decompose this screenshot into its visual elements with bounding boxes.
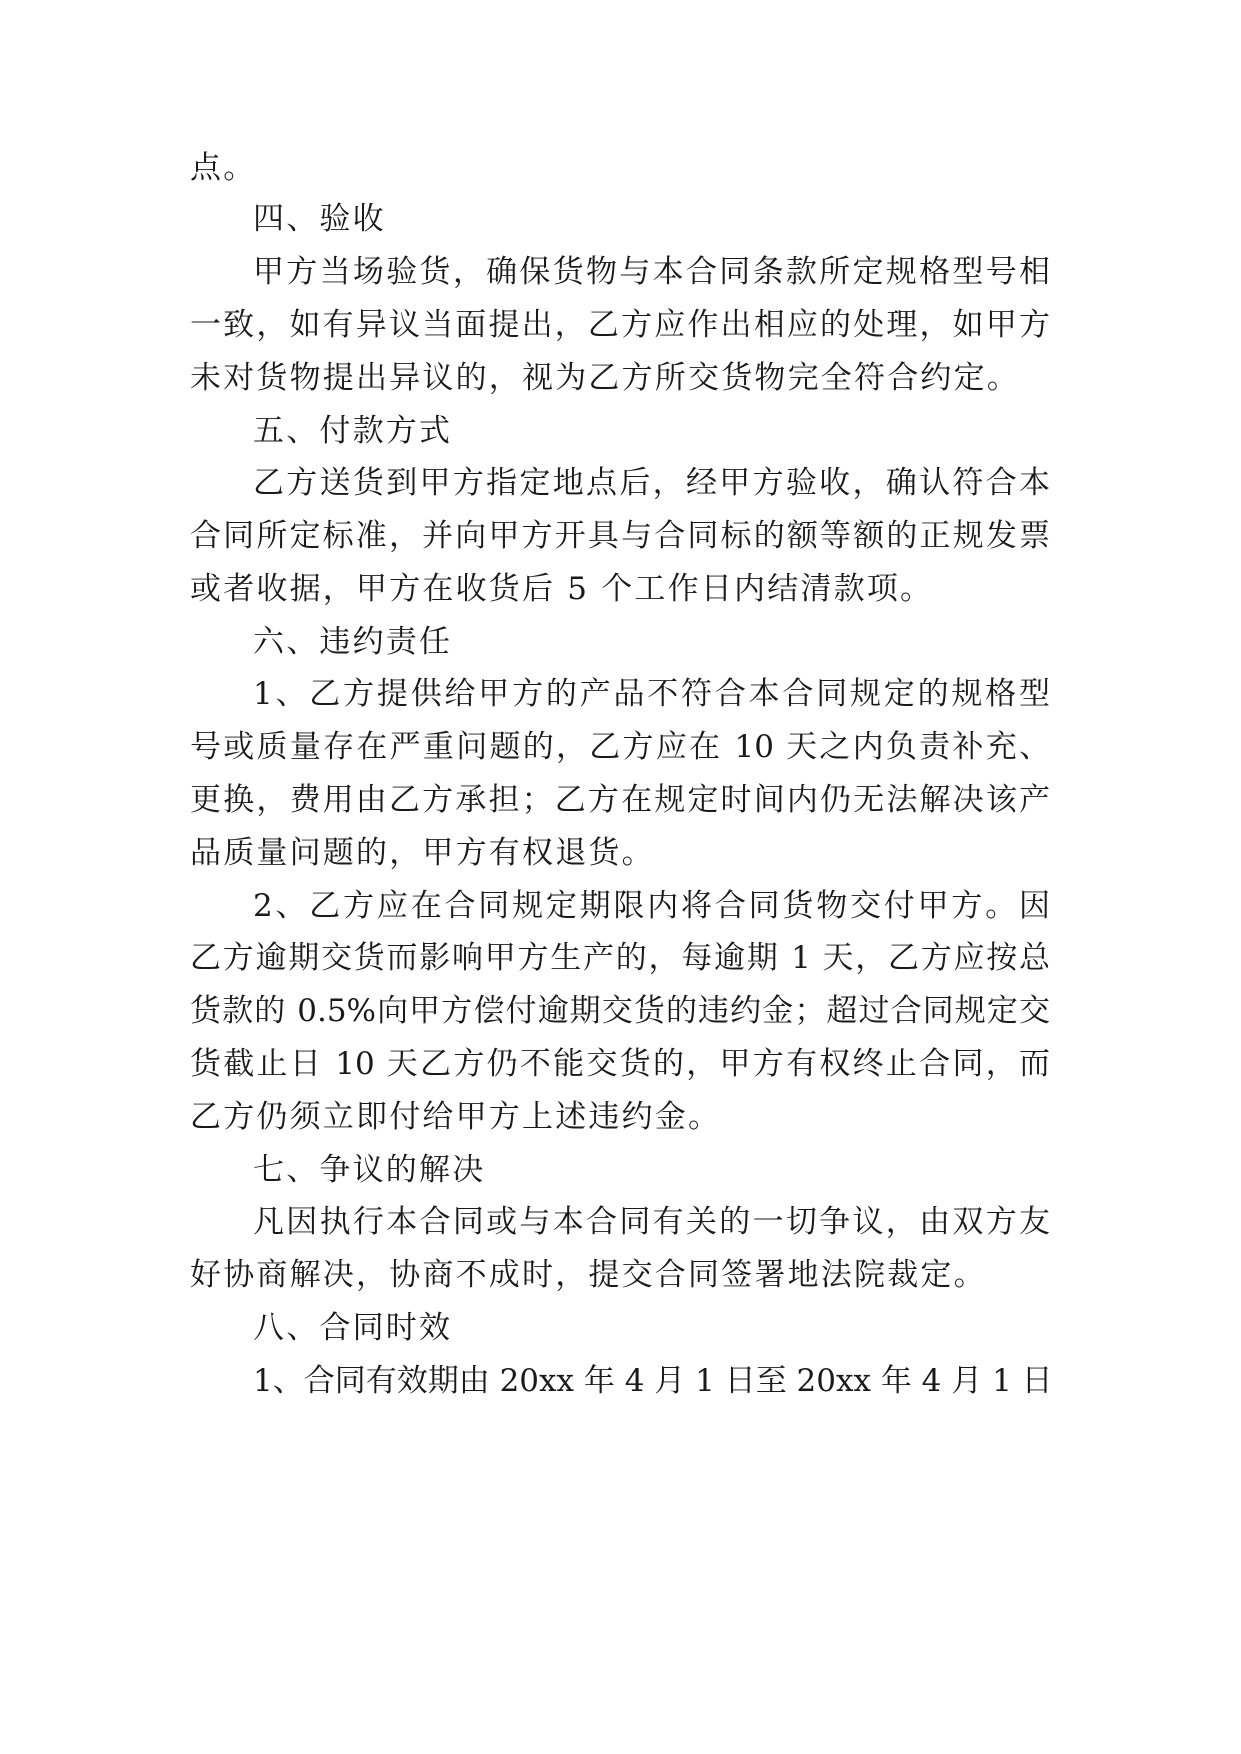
- paragraph-line: 货截止日 10 天乙方仍不能交货的，甲方有权终止合同，而: [190, 1046, 1050, 1082]
- section-heading-dispute: 七、争议的解决: [253, 1152, 486, 1188]
- paragraph-line: 乙方逾期交货而影响甲方生产的，每逾期 1 天，乙方应按总: [190, 940, 1050, 976]
- section-heading-liability: 六、违约责任: [253, 624, 453, 660]
- paragraph-line: 合同所定标准，并向甲方开具与合同标的额等额的正规发票: [190, 518, 1050, 554]
- paragraph-line: 乙方送货到甲方指定地点后，经甲方验收，确认符合本: [253, 465, 1050, 501]
- paragraph-line: 甲方当场验货，确保货物与本合同条款所定规格型号相: [253, 254, 1050, 290]
- paragraph-line: 号或质量存在严重问题的，乙方应在 10 天之内负责补充、: [190, 729, 1050, 765]
- section-heading-payment: 五、付款方式: [253, 413, 453, 449]
- section-heading-acceptance: 四、验收: [253, 201, 386, 237]
- paragraph-line: 乙方仍须立即付给甲方上述违约金。: [190, 1099, 722, 1135]
- paragraph-line: 未对货物提出异议的，视为乙方所交货物完全符合约定。: [190, 360, 1020, 396]
- paragraph-line: 点。: [190, 150, 257, 186]
- paragraph-line: 2、乙方应在合同规定期限内将合同货物交付甲方。因: [253, 888, 1050, 924]
- paragraph-line: 或者收据，甲方在收货后 5 个工作日内结清款项。: [190, 571, 934, 607]
- paragraph-line: 一致，如有异议当面提出，乙方应作出相应的处理，如甲方: [190, 307, 1050, 343]
- paragraph-line: 1、乙方提供给甲方的产品不符合本合同规定的规格型: [253, 676, 1050, 712]
- paragraph-line: 品质量问题的，甲方有权退货。: [190, 835, 655, 871]
- paragraph-line: 货款的 0.5%向甲方偿付逾期交货的违约金；超过合同规定交: [190, 993, 1050, 1029]
- paragraph-line: 更换，费用由乙方承担；乙方在规定时间内仍无法解决该产: [190, 782, 1050, 818]
- paragraph-line: 好协商解决，协商不成时，提交合同签署地法院裁定。: [190, 1257, 987, 1293]
- section-heading-validity: 八、合同时效: [253, 1310, 453, 1346]
- paragraph-line: 凡因执行本合同或与本合同有关的一切争议，由双方友: [253, 1204, 1050, 1240]
- paragraph-line: 1、合同有效期由 20xx 年 4 月 1 日至 20xx 年 4 月 1 日: [253, 1363, 1053, 1399]
